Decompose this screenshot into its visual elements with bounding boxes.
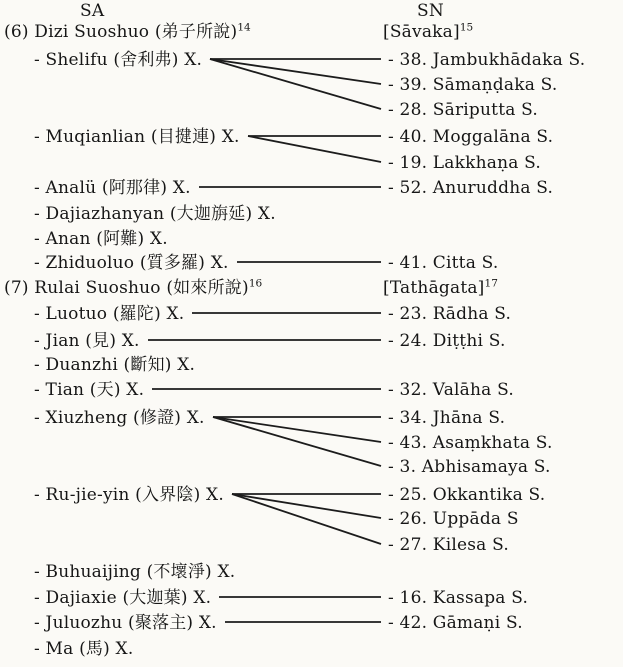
sa-entry — [34, 301, 184, 327]
sn-entry — [388, 250, 498, 276]
sa-entry-label: - Shelifu (舍利弗) X. — [34, 50, 203, 70]
sn-entry-label: - 19. Lakkhaṇa S. — [388, 153, 542, 173]
sa-entry-label: - Duanzhi (斷知) X. — [34, 355, 196, 375]
sn-entry — [388, 124, 553, 150]
sa-entry-label: - Jian (見) X. — [34, 331, 140, 351]
sa-entry — [34, 585, 211, 611]
sn-entry — [388, 328, 506, 354]
sn-entry-label: - 23. Rādha S. — [388, 304, 512, 324]
connector-line — [210, 59, 381, 109]
section-header-label: (6) Dizi Suoshuo (弟子所說) — [4, 22, 238, 42]
sn-entry — [388, 47, 585, 73]
sn-group-header-label: [Sāvaka] — [383, 22, 460, 42]
sa-entry-label: - Muqianlian (目揵連) X. — [34, 127, 240, 147]
sn-group-header-label: [Tathāgata] — [383, 278, 485, 298]
sn-group-header — [383, 19, 473, 45]
sn-group-header — [383, 275, 498, 301]
sa-entry — [34, 377, 144, 403]
sn-entry — [388, 585, 528, 611]
sn-entry — [388, 301, 511, 327]
sa-entry — [34, 352, 195, 378]
sn-entry-label: - 28. Sāriputta S. — [388, 100, 539, 120]
sa-entry-label: - Ma (馬) X. — [34, 639, 134, 659]
sa-entry-label: - Analü (阿那律) X. — [34, 178, 191, 198]
column-header-sa: SA — [80, 1, 105, 21]
sa-entry-label: - Juluozhu (聚落主) X. — [34, 613, 217, 633]
connector-line — [213, 417, 381, 466]
sa-entry-label: - Ru-jie-yin (入界陰) X. — [34, 485, 224, 505]
footnote-marker: 17 — [484, 277, 498, 290]
sn-entry — [388, 430, 553, 456]
sn-entry — [388, 377, 514, 403]
section-header — [4, 19, 251, 45]
connector-line — [232, 494, 381, 544]
sa-entry — [34, 175, 191, 201]
sn-entry-label: - 3. Abhisamaya S. — [388, 457, 551, 477]
sn-entry — [388, 506, 519, 532]
sa-entry — [34, 201, 276, 227]
sa-entry-label: - Zhiduoluo (質多羅) X. — [34, 253, 229, 273]
section-header — [4, 275, 262, 301]
sn-entry-label: - 38. Jambukhādaka S. — [388, 50, 586, 70]
connector-line — [248, 136, 381, 162]
sn-entry — [388, 482, 545, 508]
sn-entry — [388, 72, 557, 98]
sn-entry-label: - 34. Jhāna S. — [388, 408, 506, 428]
sa-entry-label: - Dajiazhanyan (大迦旃延) X. — [34, 204, 276, 224]
sa-entry-label: - Anan (阿難) X. — [34, 229, 168, 249]
sa-entry — [34, 47, 202, 73]
sn-entry-label: - 40. Moggalāna S. — [388, 127, 554, 147]
sn-entry-label: - 16. Kassapa S. — [388, 588, 529, 608]
sn-entry-label: - 25. Okkantika S. — [388, 485, 546, 505]
footnote-marker: 16 — [248, 277, 263, 290]
sa-entry-label: - Tian (天) X. — [34, 380, 145, 400]
sa-entry — [34, 636, 133, 662]
sa-entry — [34, 610, 217, 636]
section-header-label: (7) Rulai Suoshuo (如來所說) — [4, 278, 249, 298]
connector-line — [232, 494, 381, 518]
sn-entry-label: - 24. Diṭṭhi S. — [388, 331, 506, 351]
sa-entry — [34, 482, 224, 508]
sa-entry-label: - Luotuo (羅陀) X. — [34, 304, 185, 324]
sn-entry-label: - 32. Valāha S. — [388, 380, 514, 400]
sn-entry-label: - 41. Citta S. — [388, 253, 499, 273]
connector-line — [210, 59, 381, 84]
sn-entry-label: - 52. Anuruddha S. — [388, 178, 554, 198]
sa-entry — [34, 226, 168, 252]
sa-entry — [34, 405, 205, 431]
sn-entry-label: - 39. Sāmaṇḍaka S. — [388, 75, 558, 95]
sa-entry — [34, 124, 240, 150]
sn-entry — [388, 532, 509, 558]
sn-entry — [388, 150, 541, 176]
sn-entry — [388, 610, 523, 636]
sn-entry-label: - 43. Asaṃkhata S. — [388, 433, 553, 453]
sa-entry — [34, 559, 235, 585]
sa-entry-label: - Xiuzheng (修證) X. — [34, 408, 205, 428]
sa-entry-label: - Buhuaijing (不壞淨) X. — [34, 562, 236, 582]
footnote-marker: 14 — [237, 21, 251, 34]
footnote-marker: 15 — [459, 21, 474, 34]
sn-entry-label: - 42. Gāmaṇi S. — [388, 613, 523, 633]
sn-entry-label: - 27. Kilesa S. — [388, 535, 509, 555]
sa-entry-label: - Dajiaxie (大迦葉) X. — [34, 588, 212, 608]
column-header-sn: SN — [417, 1, 444, 21]
sn-entry — [388, 454, 551, 480]
sn-entry — [388, 97, 538, 123]
sn-entry — [388, 405, 505, 431]
sn-entry — [388, 175, 553, 201]
sa-entry — [34, 250, 229, 276]
sn-entry-label: - 26. Uppāda S — [388, 509, 519, 529]
sa-entry — [34, 328, 140, 354]
connector-line — [213, 417, 381, 442]
